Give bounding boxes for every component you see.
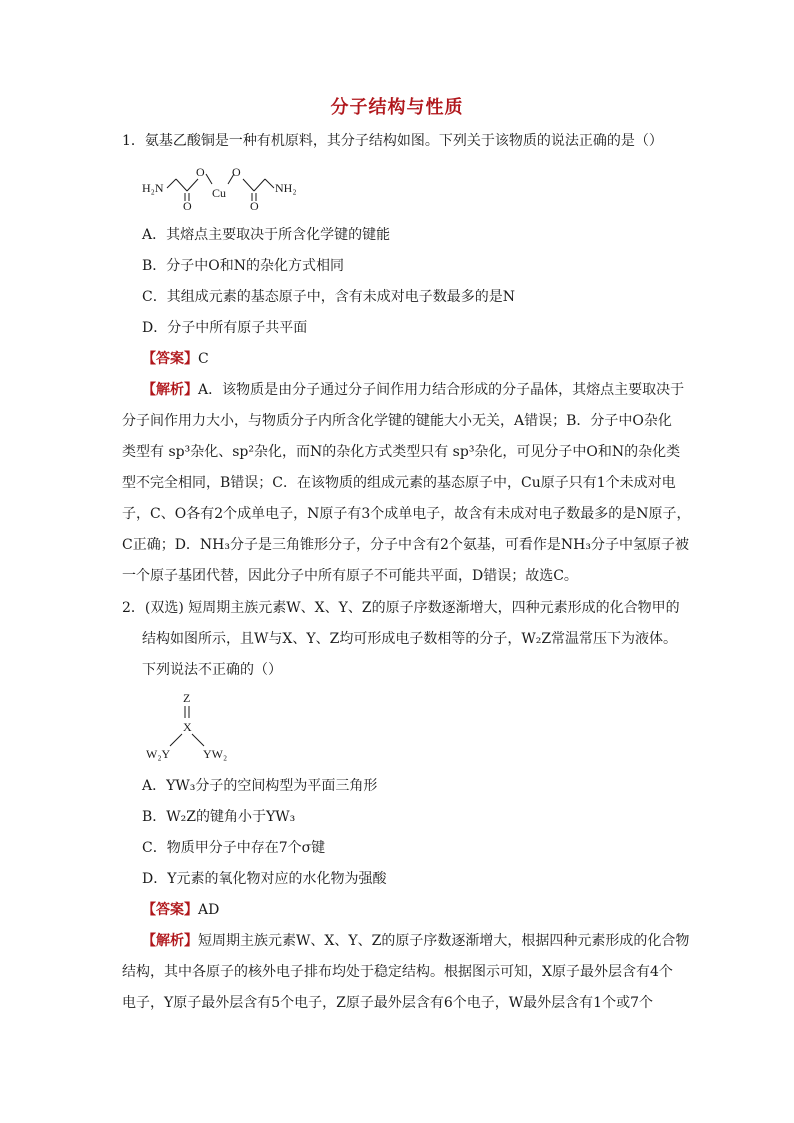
question-2-option-d: D．Y元素的氧化物对应的水化物为强酸 [142, 871, 387, 887]
answer-value: C [198, 351, 209, 367]
question-1-analysis-line: 分子间作用力大小，与物质分子内所含化学键的键能大小无关，A错误；B．分子中O杂化 [122, 413, 672, 429]
structure-label-w2y: W₂Y [146, 747, 171, 761]
question-1-option-c: C．其组成元素的基态原子中，含有未成对电子数最多的是N [142, 289, 515, 305]
structure-label-nh2: NH₂ [275, 181, 297, 195]
question-2-stem: 下列说法不正确的（） [142, 662, 282, 678]
structure-label-o-ester-right: O [232, 165, 241, 179]
question-2-analysis-line: 结构，其中各原子的核外电子排布均处于稳定结构。根据图示可知，X原子最外层含有4个 [122, 964, 673, 980]
answer-tag: 【答案】 [142, 351, 198, 367]
structure-label-yw2: YW₂ [203, 747, 228, 761]
question-1-analysis-line: 子，C、O各有2个成单电子，N原子有3个成单电子，故含有未成对电子数最多的是N原子， [122, 506, 691, 522]
question-2-answer [142, 900, 219, 920]
structure-label-o-carbonyl-left: O [183, 199, 192, 212]
question-2-analysis-line: 电子，Y原子最外层含有5个电子，Z原子最外层含有6个电子，W最外层含有1个或7个 [122, 995, 653, 1011]
question-2-option-b: B．W₂Z的键角小于YW₃ [142, 809, 296, 825]
question-2-stem: 结构如图所示，且W与X、Y、Z均可形成电子数相等的分子，W₂Z常温常压下为液体。 [142, 631, 678, 647]
answer-tag: 【答案】 [142, 902, 198, 918]
question-1-analysis-line: 类型有 sp³杂化、sp²杂化，而N的杂化方式类型只有 sp³杂化，可见分子中O和N的杂化类 [122, 444, 681, 460]
question-1-analysis-line: 一个原子基团代替，因此分子中所有原子不可能共平面，D错误；故选C。 [122, 568, 578, 584]
structure-label-cu: Cu [212, 186, 227, 200]
analysis-tag: 【解析】 [142, 933, 198, 949]
question-2-option-a: A．YW₃分子的空间构型为平面三角形 [142, 778, 378, 794]
compound-jia-structure-diagram [140, 688, 240, 763]
question-2-analysis-line: 【解析】短周期主族元素W、X、Y、Z的原子序数逐渐增大，根据四种元素形成的化合物 [142, 933, 690, 949]
structure-label-x: X [183, 720, 192, 734]
question-1-option-b: B．分子中O和N的杂化方式相同 [142, 258, 345, 274]
question-1-analysis-line: C正确；D．NH₃分子是三角锥形分子，分子中含有2个氨基，可看作是NH₃分子中氢原子被 [122, 537, 689, 553]
question-1-answer [142, 349, 209, 369]
structure-label-h2n: H₂N [142, 181, 164, 195]
structure-label-o-carbonyl-right: O [250, 199, 259, 212]
question-1-analysis-line: 型不完全相同，B错误；C．在该物质的组成元素的基态原子中，Cu原子只有1个未成对电 [122, 475, 676, 491]
glycine-copper-structure-diagram [140, 162, 310, 212]
analysis-tag: 【解析】 [142, 382, 198, 398]
question-2-option-c: C．物质甲分子中存在7个σ键 [142, 840, 326, 856]
question-2-stem: 2．(双选) 短周期主族元素W、X、Y、Z的原子序数逐渐增大，四种元素形成的化合物甲的 [122, 600, 680, 616]
answer-value: AD [198, 902, 220, 918]
question-1-option-a: A．其熔点主要取决于所含化学键的键能 [142, 227, 391, 243]
question-1-analysis-line: 【解析】A．该物质是由分子通过分子间作用力结合形成的分子晶体，其熔点主要取决于 [142, 382, 685, 398]
page-title: 分子结构与性质 [330, 97, 464, 118]
question-1-stem: 1．氨基乙酸铜是一种有机原料，其分子结构如图。下列关于该物质的说法正确的是（） [122, 133, 663, 149]
question-1-option-d: D．分子中所有原子共平面 [142, 320, 308, 336]
structure-label-z: Z [183, 691, 191, 705]
structure-label-o-ester-left: O [196, 165, 205, 179]
